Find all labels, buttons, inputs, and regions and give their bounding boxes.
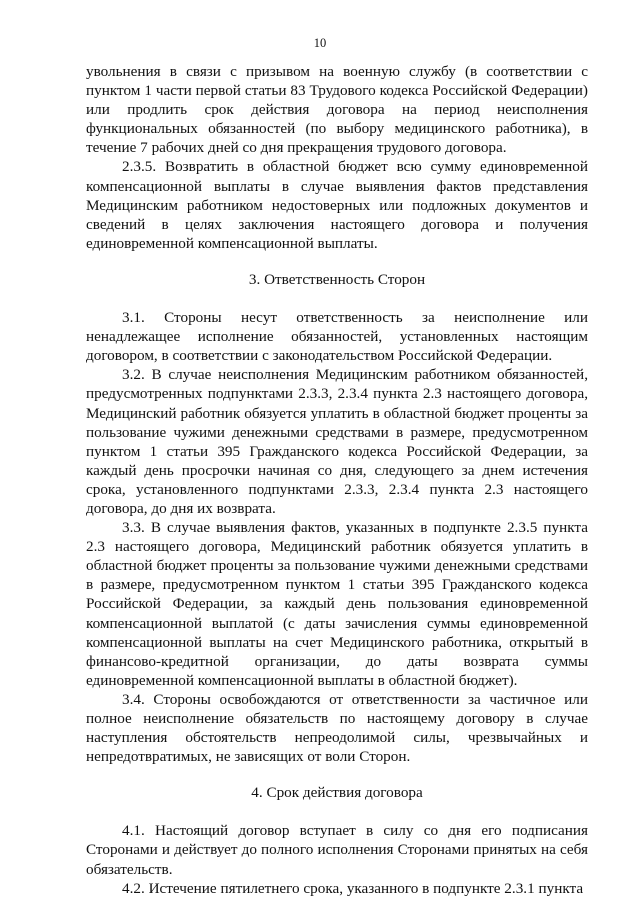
paragraph-2-3-4-continuation: увольнения в связи с призывом на военную службу (в соответствии с пунктом 1 части первой статьи 83 Трудового кодекса Российской Федерации) или продлить срок действия договора на период неисполнения функциональных обязанностей (по выбору медицинского работника), в течение 7 рабочих дней со дня прекращения трудового договора. <box>86 63 588 157</box>
paragraph-3-2: 3.2. В случае неисполнения Медицинским работником обязанностей, предусмотренных подпунктами 2.3.3, 2.3.4 пункта 2.3 настоящего договора, Медицинский работник обязуется уплатить в областной бюджет проценты за пользование чужими денежными средствами в размере, предусмотренном пунктом 1 статьи 395 Гражданского кодекса Российской Федерации, за каждый день просрочки начиная со дня, следующего за днем истечения срока, установленного подпунктами 2.3.3, 2.3.4 пункта 2.3 настоящего договора, до дня их возврата. <box>86 366 588 517</box>
paragraph-3-1: 3.1. Стороны несут ответственность за неисполнение или ненадлежащее исполнение обязанностей, установленных настоящим договором, в соответствии с законодательством Российской Федерации. <box>86 309 588 365</box>
document-body <box>86 62 588 898</box>
paragraph-3-3: 3.3. В случае выявления фактов, указанных в подпункте 2.3.5 пункта 2.3 настоящего договора, Медицинский работник обязуется уплатить в областной бюджет проценты за пользование чужими денежными средствами в размере, предусмотренном пунктом 1 статьи 395 Гражданского кодекса Российской Федерации, за каждый день пользования единовременной компенсационной выплатой (с даты зачисления суммы единовременной компенсационной выплаты на счет Медицинского работника, открытый в финансово-кредитной организации, до даты возврата суммы единовременной компенсационной выплаты в областной бюджет). <box>86 519 588 689</box>
section-heading-4: 4. Срок действия договора <box>251 784 423 802</box>
paragraph-3-4: 3.4. Стороны освобождаются от ответственности за частичное или полное неисполнение обязательств по настоящему договору в случае наступления обстоятельств непреодолимой силы, чрезвычайных и непредотвратимых, не зависящих от воли Сторон. <box>86 690 588 766</box>
section-heading-3: 3. Ответственность Сторон <box>248 270 426 288</box>
paragraph-4-1: 4.1. Настоящий договор вступает в силу со дня его подписания Сторонами и действует до полного исполнения Сторонами принятых на себя обязательств. <box>86 822 588 878</box>
paragraph-2-3-5: 2.3.5. Возвратить в областной бюджет всю сумму единовременной компенсационной выплаты в случае выявления фактов представления Медицинским работником недостоверных или подложных документов и сведений в целях заключения настоящего договора и получения единовременной компенсационной выплаты. <box>86 158 588 252</box>
paragraph-4-2: 4.2. Истечение пятилетнего срока, указанного в подпункте 2.3.1 пункта <box>122 879 584 897</box>
page-number: 10 <box>313 36 327 50</box>
